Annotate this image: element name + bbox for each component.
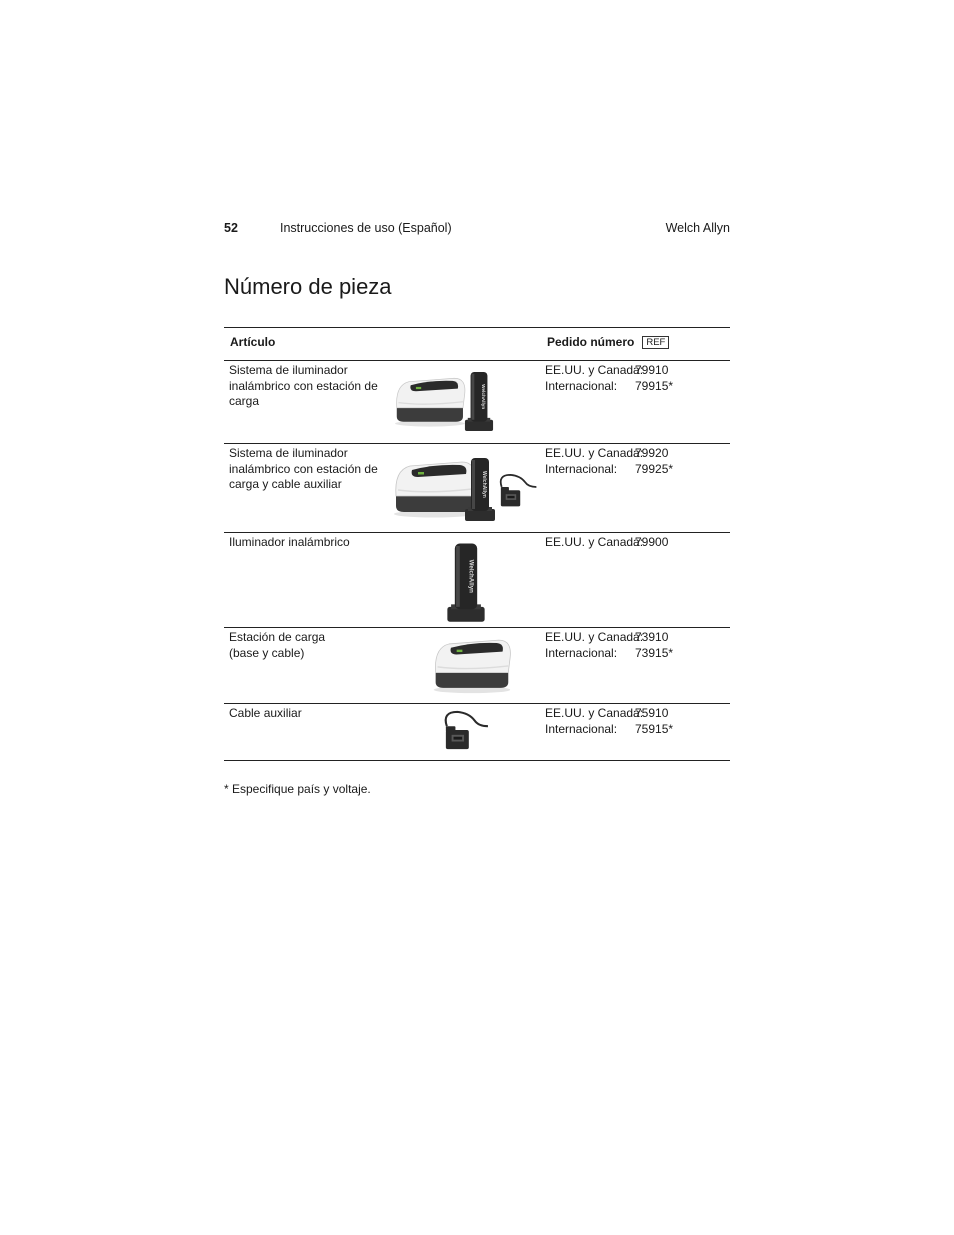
order-numbers (545, 363, 725, 394)
order-line (545, 646, 725, 662)
page-number: 52 (224, 221, 238, 235)
order-number: 79915* (635, 378, 674, 393)
description-line: inalámbrico con estación de (229, 461, 378, 476)
table-row (224, 444, 730, 533)
document-title: Instrucciones de uso (Español) (280, 221, 452, 235)
order-region: Internacional: (545, 645, 618, 660)
order-number: 79900 (635, 535, 669, 549)
description-line: inalámbrico con estación de (229, 378, 378, 393)
order-line (545, 706, 725, 722)
column-header-order-label: Pedido número (547, 335, 635, 349)
wireless-illuminator-image (446, 541, 486, 623)
order-numbers (545, 706, 725, 737)
brand-name: Welch Allyn (665, 221, 730, 235)
order-region: EE.UU. y Canadá: (545, 630, 644, 644)
item-description (229, 363, 384, 410)
order-region: Internacional: (545, 378, 618, 393)
order-region: EE.UU. y Canadá: (545, 535, 644, 549)
footnote: * Especifique país y voltaje. (224, 782, 371, 796)
order-line (545, 363, 725, 379)
description-line: carga (229, 394, 260, 408)
page-title: Número de pieza (224, 274, 392, 299)
order-number: 79910 (635, 363, 669, 377)
order-line (545, 722, 725, 738)
order-line (545, 630, 725, 646)
item-description (229, 535, 384, 551)
table-row (224, 628, 730, 704)
order-number: 73915* (635, 645, 674, 660)
description-line: Estación de carga (229, 630, 326, 644)
order-number: 75915* (635, 721, 674, 736)
column-header-order (547, 335, 669, 349)
order-region: EE.UU. y Canadá: (545, 706, 644, 720)
order-line (545, 379, 725, 395)
item-description (229, 446, 384, 493)
item-description (229, 706, 384, 722)
order-number: 73910 (635, 630, 669, 644)
order-line (545, 462, 725, 478)
table-header-row (224, 327, 730, 361)
order-numbers (545, 535, 725, 551)
table-row (224, 533, 730, 628)
order-region: Internacional: (545, 721, 618, 736)
charging-station-image (388, 373, 470, 427)
order-number: 79925* (635, 461, 674, 476)
description-line: Sistema de iluminador (229, 446, 348, 460)
table-row (224, 704, 730, 761)
order-region: EE.UU. y Canadá: (545, 363, 644, 377)
order-numbers (545, 630, 725, 661)
order-numbers (545, 446, 725, 477)
auxiliary-cable-image (440, 709, 490, 753)
order-number: 79920 (635, 446, 669, 460)
ref-symbol: REF (642, 336, 669, 349)
item-description (229, 630, 384, 661)
auxiliary-cable-image (496, 472, 538, 510)
wireless-illuminator-image (464, 369, 494, 433)
description-line: (base y cable) (229, 645, 305, 660)
description-line: Sistema de iluminador (229, 363, 348, 377)
order-region: EE.UU. y Canadá: (545, 446, 644, 460)
order-number: 75910 (635, 706, 669, 720)
order-region: Internacional: (545, 461, 618, 476)
parts-table (224, 327, 730, 761)
description-line: Iluminador inalámbrico (229, 535, 350, 549)
order-line (545, 446, 725, 462)
wireless-illuminator-image (464, 456, 496, 522)
charging-station-image (428, 634, 514, 694)
description-line: Cable auxiliar (229, 706, 302, 720)
description-line: carga y cable auxiliar (229, 477, 342, 491)
table-row (224, 361, 730, 444)
page-header (224, 221, 730, 239)
order-line (545, 535, 725, 551)
column-header-item: Artículo (230, 335, 276, 349)
